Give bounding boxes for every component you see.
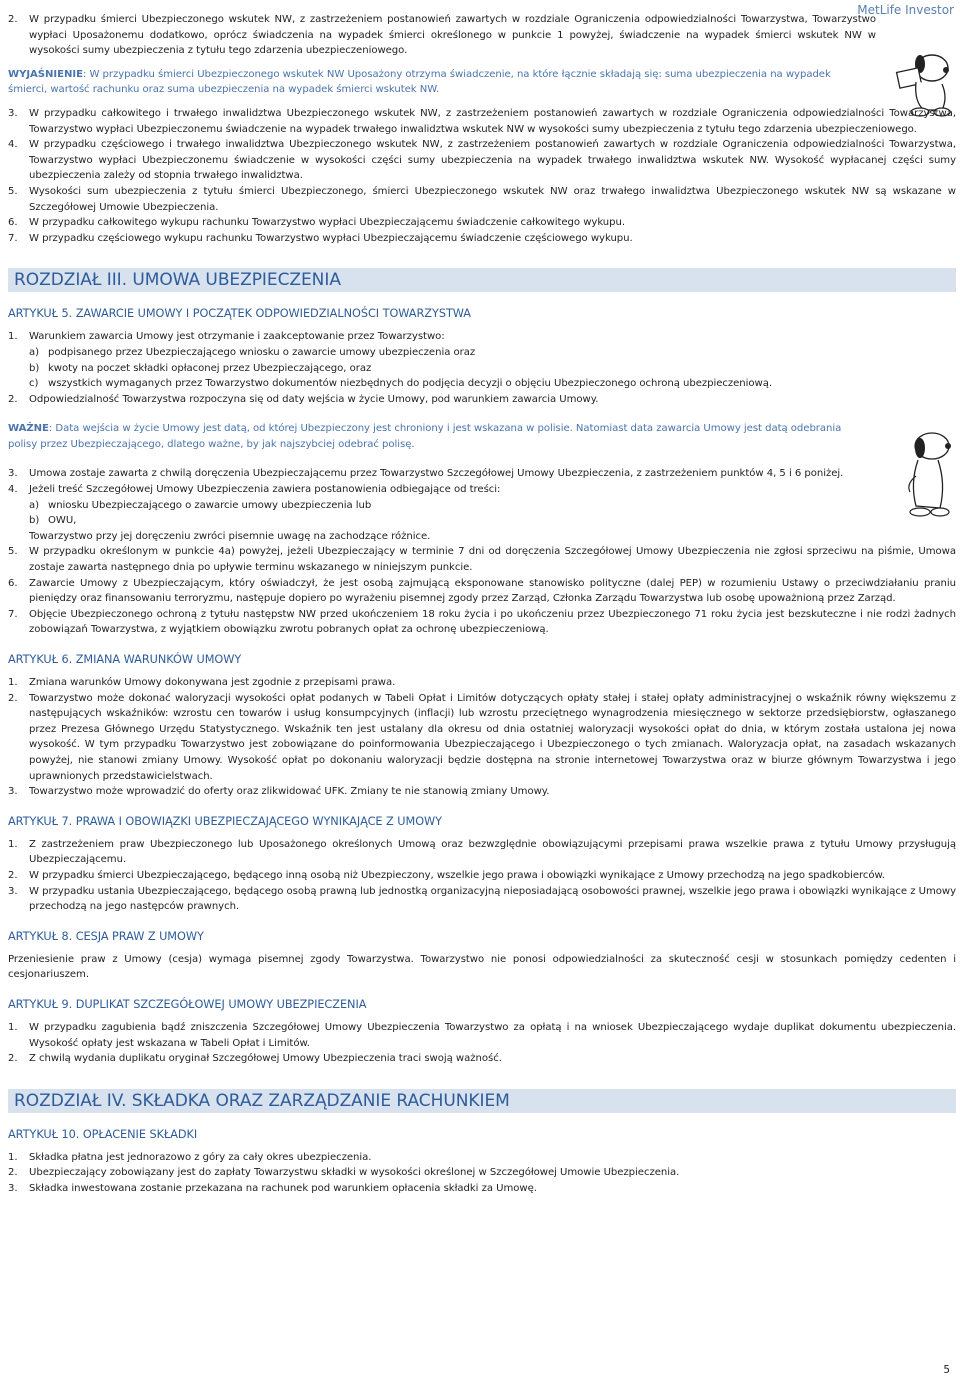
sub-list	[8, 345, 956, 392]
important-text: : Data wejścia w życie Umowy jest datą, od której Ubezpieczony jest chroniony i jest wskazana w polisie. Natomiast data zawarcia Umowy jest datą odebrania polisy przez Ubezpieczającego, dlatego ważne, by jak najszybciej odebrać polisę.	[8, 423, 842, 450]
list-item: 2. Z chwilą wydania duplikatu oryginał Szczegółowej Umowy Ubezpieczenia traci swoją ważność.	[8, 1053, 502, 1065]
document-page	[8, 0, 956, 1386]
list-item: 4. Jeżeli treść Szczegółowej Umowy Ubezpieczenia zawiera postanowienia odbiegające od treści:	[8, 484, 501, 496]
list-item: 3. W przypadku ustania Ubezpieczającego, będącego osobą prawną lub jednostką organizacyjną nieposiadającą osobowości prawnej, wszelkie jego prawa i obowiązki wynikające z Umowy przechodzą na jego następców prawnych.	[8, 885, 956, 913]
sub-item: a) podpisanego przez Ubezpieczającego wniosku o zawarcie umowy ubezpieczenia oraz	[29, 346, 476, 358]
list-item: 1. Warunkiem zawarcia Umowy jest otrzymanie i zaakceptowanie przez Towarzystwo:	[8, 331, 445, 343]
list-item: 2. Odpowiedzialność Towarzystwa rozpoczyna się od daty wejścia w życie Umowy, pod warunkiem zawarcia Umowy.	[8, 393, 599, 405]
explanation-text: : W przypadku śmierci Ubezpieczonego wskutek NW Uposażony otrzyma świadczenie, na które łącznie składają się: suma ubezpieczenia na wypadek śmierci, wartość rachunku oraz suma ubezpieczenia na wypadek śmierci wskutek NW.	[8, 68, 831, 96]
list-item: 7. Objęcie Ubezpieczonego ochroną z tytułu następstw NW przed ukończeniem 18 roku życia i po ukończeniu przez Ubezpieczonego 71 roku życia jest bezskuteczne i nie rodzi żadnych zobowiązań Towarzystwa, z wyjątkiem obowiązku zwrotu pobranych opłat za ochronę ubezpieczeniową.	[8, 608, 956, 636]
important-box	[8, 421, 956, 452]
page-number: 5	[943, 1364, 950, 1376]
article-heading: ARTYKUŁ 8. CESJA PRAW Z UMOWY	[8, 929, 204, 943]
list-item: 2. Ubezpieczający zobowiązany jest do zapłaty Towarzystwu składki w wysokości określonej w Szczegółowej Umowie Ubezpieczenia.	[8, 1167, 680, 1179]
list-item: 1. Składka płatna jest jednorazowo z góry za cały okres ubezpieczenia.	[8, 1151, 372, 1163]
list-item: 1. W przypadku zagubienia bądź zniszczenia Szczegółowej Umowy Ubezpieczenia Towarzystwo za opłatą i na wniosek Ubezpieczającego wydaje duplikat dokumentu ubezpieczenia. Wysokość opłaty jest wskazana w Tabeli Opłat i Limitów.	[8, 1021, 956, 1049]
article-heading: ARTYKUŁ 7. PRAWA I OBOWIĄZKI UBEZPIECZAJĄCEGO WYNIKAJĄCE Z UMOWY	[8, 814, 443, 828]
list-item: 3. Składka inwestowana zostanie przekazana na rachunek pod warunkiem opłacenia składki za Umowę.	[8, 1182, 537, 1194]
paragraph: Przeniesienie praw z Umowy (cesja) wymaga pisemnej zgody Towarzystwa. Towarzystwo nie ponosi odpowiedzialności za skuteczność cesji w stosunkach pomiędzy cedenten i cesjonariuszem.	[8, 953, 956, 981]
list-item: 7. W przypadku częściowego wykupu rachunku Towarzystwo wypłaci Ubezpieczającemu świadczenie częściowego wykupu.	[8, 232, 633, 244]
list-item: 2. W przypadku śmierci Ubezpieczającego, będącego inną osobą niż Ubezpieczony, wszelkie jego prawa i obowiązki wynikające z Umowy przechodzą na jego spadkobierców.	[8, 869, 885, 881]
chapter-heading: ROZDZIAŁ IV. SKŁADKA ORAZ ZARZĄDZANIE RACHUNKIEM	[8, 1089, 956, 1113]
article-heading: ARTYKUŁ 9. DUPLIKAT SZCZEGÓŁOWEJ UMOWY UBEZPIECZENIA	[8, 997, 367, 1011]
list-item: 6. Zawarcie Umowy z Ubezpieczającym, który oświadczył, że jest osobą zajmującą eksponowane stanowisko polityczne (dalej PEP) w rozumieniu Ustawy o przeciwdziałaniu praniu pieniędzy oraz finansowaniu terroryzmu, następuje dopiero po wyrażeniu pisemnej zgody przez Zarząd, Członka Zarządu Towarzystwa lub osobę upoważnioną przez Zarząd.	[8, 577, 956, 605]
list-item: 3. Towarzystwo może wprowadzić do oferty oraz zlikwidować UFK. Zmiany te nie stanowią zmiany Umowy.	[8, 786, 550, 798]
important-label: WAŻNE	[8, 423, 49, 435]
list-item: 1. Zmiana warunków Umowy dokonywana jest zgodnie z przepisami prawa.	[8, 677, 396, 688]
list-item: 1. Z zastrzeżeniem praw Ubezpieczonego lub Uposażonego określonych Umową oraz bezwzględnie obowiązującymi przepisami prawa wszelkie prawa z tytułu Umowy przysługują Ubezpieczającemu.	[8, 838, 956, 866]
list-item: 3. W przypadku całkowitego i trwałego inwalidztwa Ubezpieczonego wskutek NW, z zastrzeżeniem postanowień zawartych w rozdziale Ograniczenia odpowiedzialności Towarzystwa, Towarzystwo wypłaci Ubezpieczonemu świadczenie na wypadek trwałego inwalidztwa wskutek NW w wysokości sumy ubezpieczenia z tytułu tego zdarzenia ubezpieczeniowego.	[8, 107, 956, 135]
chapter-heading: ROZDZIAŁ III. UMOWA UBEZPIECZENIA	[8, 268, 956, 292]
sub-item: a) wniosku Ubezpieczającego o zawarcie umowy ubezpieczenia lub	[29, 499, 372, 511]
article-heading: ARTYKUŁ 6. ZMIANA WARUNKÓW UMOWY	[8, 653, 242, 666]
list-item: 5. Wysokości sum ubezpieczenia z tytułu śmierci Ubezpieczonego, śmierci Ubezpieczonego wskutek NW oraz trwałego inwalidztwa Ubezpieczonego wskutek NW są wskazane w Szczegółowej Umowie Ubezpieczenia.	[8, 185, 956, 213]
list-item: 3. Umowa zostaje zawarta z chwilą doręczenia Ubezpieczającemu przez Towarzystwo Szczegółowej Umowy Ubezpieczenia, z zastrzeżeniem punktów 4, 5 i 6 poniżej.	[8, 468, 844, 480]
article-heading: ARTYKUŁ 10. OPŁACENIE SKŁADKI	[8, 1127, 198, 1141]
list-item: 5. W przypadku określonym w punkcie 4a) powyżej, jeżeli Ubezpieczający w terminie 7 dni od doręczenia Szczegółowej Umowy Ubezpieczenia nie zgłosi sprzeciwu na piśmie, Umowa zostaje zawarta następnego dnia po upływie terminu wskazanego w niniejszym punkcie.	[8, 546, 956, 574]
list-item: 2. W przypadku śmierci Ubezpieczonego wskutek NW, z zastrzeżeniem postanowień zawartych w rozdziale Ograniczenia odpowiedzialności Towarzystwa, Towarzystwo wypłaci Uposażonemu dodatkowo, oprócz świadczenia na wypadek śmierci określonego w punkcie 1 powyżej, świadczenie na wypadek śmierci wskutek NW w wysokości sumy ubezpieczenia z tytułu tego zdarzenia ubezpieczeniowego.	[8, 14, 876, 57]
explanation-label: WYJAŚNIENIE	[8, 68, 83, 80]
sub-item-tail: Towarzystwo przy jej doręczeniu zwróci pisemnie uwagę na zachodzące różnice.	[29, 530, 431, 542]
sub-item: c) wszystkich wymaganych przez Towarzystwo dokumentów niezbędnych do podjęcia decyzji o objęciu Ubezpieczonego ochroną ubezpieczeniową.	[29, 378, 773, 390]
list-item: 2. Towarzystwo może dokonać waloryzacji wysokości opłat podanych w Tabeli Opłat i Limitów dotyczących opłaty stałej i stałej opłaty administracyjnej o wskaźnik równy większemu z następujących wskaźników: wzrostu cen towarów i usług konsumpcyjnych (inflacji) lub wzrostu przeciętnego wynagrodzenia miesięcznego w sektorze przedsiębiorstw, ogłaszanego przez Prezesa Głównego Urzędu Statystycznego. Wskaźnik ten jest ustalany dla okresu od dnia ostatniej waloryzacji wysokości opłat do dnia, w którym została ustalona jej nowa wysokość. W tym przypadku Towarzystwo jest zobowiązane do poinformowania Ubezpieczającego i Ubezpieczonego o tych zmianach. Waloryzacja opłat, na zasadach wskazanych powyżej, nie stanowi zmiany Umowy. Wysokość opłat po dokonaniu waloryzacji będzie dostępna na stronie internetowej Towarzystwa oraz w biurze głównym Towarzystwa i jego uprawnionych przedstawicielstwach.	[8, 692, 956, 782]
list-item: 6. W przypadku całkowitego wykupu rachunku Towarzystwo wypłaci Ubezpieczającemu świadczenie całkowitego wykupu.	[8, 217, 626, 229]
explanation-box	[8, 67, 956, 98]
article-heading: ARTYKUŁ 5. ZAWARCIE UMOWY I POCZĄTEK ODPOWIEDZIALNOŚCI TOWARZYSTWA	[8, 307, 471, 321]
document-body	[8, 12, 956, 1196]
sub-item: b) kwoty na poczet składki opłaconej przez Ubezpieczającego, oraz	[29, 362, 372, 374]
sub-item: b) OWU,	[29, 515, 77, 527]
brand-header: MetLife Investor	[857, 3, 954, 17]
list-item: 4. W przypadku częściowego i trwałego inwalidztwa Ubezpieczonego wskutek NW, z zastrzeżeniem postanowień zawartych w rozdziale Ograniczenia odpowiedzialności Towarzystwa, Towarzystwo wypłaci Ubezpieczonemu świadczenie w wysokości części sumy ubezpieczenia na wypadek trwałego inwalidztwa wskutek NW. Wysokość wypłacanej części sumy ubezpieczenia zależy od stopnia trwałego inwalidztwa.	[8, 139, 956, 182]
sub-list	[8, 498, 956, 545]
